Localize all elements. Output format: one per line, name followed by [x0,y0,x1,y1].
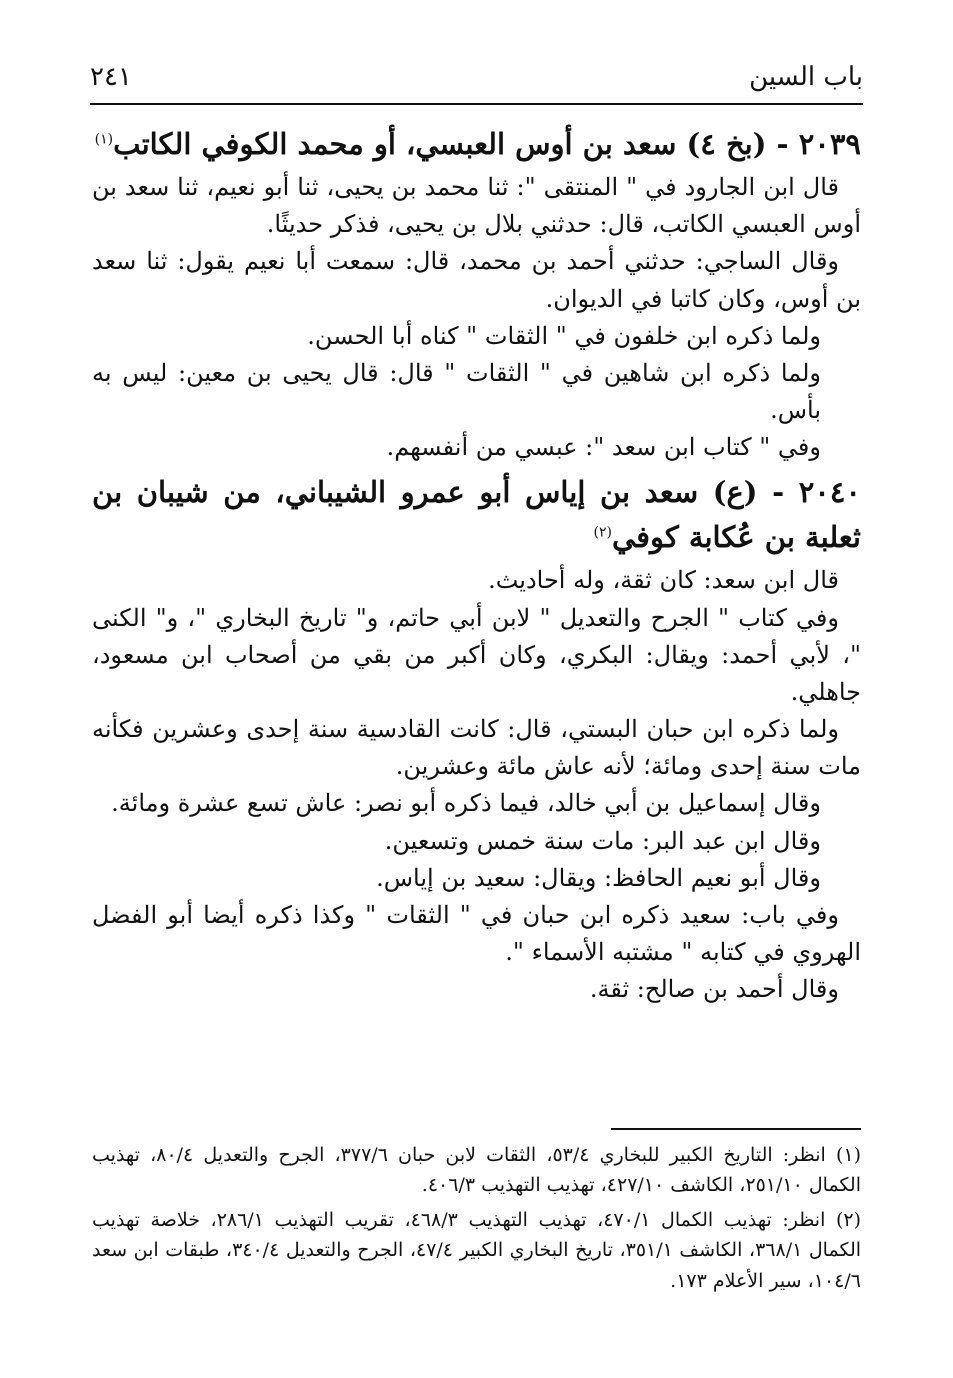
footnotes [92,1140,861,1300]
footnote-ref-2: (٢) [593,524,612,541]
footnote-divider [611,1128,861,1130]
paragraph: وقال إسماعيل بن أبي خالد، فيما ذكره أبو نصر: عاش تسع عشرة ومائة. [111,789,821,818]
paragraph: قال ابن الجارود في " المنتقى ": ثنا محمد بن يحيى، ثنا أبو نعيم، ثنا سعد بن أوس العبسي الكاتب، قال: حدثني بلال بن يحيى، فذكر حديثًا. [92,172,861,239]
paragraph: ولما ذكره ابن حبان البستي، قال: كانت القادسية سنة إحدى وعشرين فكأنه مات سنة إحدى ومائة؛ لأنه عاش مائة وعشرين. [92,715,861,781]
paragraph: وفي كتاب " الجرح والتعديل " لابن أبي حاتم، و" تاريخ البخاري "، و" الكنى "، لأبي أحمد: ويقال: البكري، وكان أكبر من بقي من أصحاب ابن مسعود، جاهلي. [92,603,861,706]
chapter-title: باب السين [749,62,863,92]
footnote-ref-1: (١) [94,131,114,148]
paragraph: وقال الساجي: حدثني أحمد بن محمد، قال: سمعت أبا نعيم يقول: ثنا سعد بن أوس، وكان كاتبا في الديوان. [92,247,861,313]
paragraph: قال ابن سعد: كان ثقة، وله أحاديث. [488,566,839,595]
paragraph: ولما ذكره ابن شاهين في " الثقات " قال: قال يحيى بن معين: ليس به بأس. [92,358,821,425]
header-divider [90,103,863,105]
main-text [92,118,861,1009]
paragraph: وقال أحمد بن صالح: ثقة. [589,975,839,1004]
running-header [90,60,863,100]
paragraph: وقال أبو نعيم الحافظ: ويقال: سعيد بن إياس. [376,863,821,892]
entry-heading-2040: ٢٠٤٠ - (ع) سعد بن إياس أبو عمرو الشيباني، من شيبان بن ثعلبة بن عُكابة كوفي$^{(٢)}$ [92,475,861,555]
paragraph: وفي باب: سعيد ذكره ابن حبان في " الثقات " وكذا ذكره أيضا أبو الفضل الهروي في كتابه " مشتبه الأسماء ". [92,901,861,967]
paragraph: وقال ابن عبد البر: مات سنة خمس وتسعين. [384,826,821,855]
paragraph: وفي " كتاب ابن سعد ": عبسي من أنفسهم. [386,433,821,462]
entry-heading-2039: ٢٠٣٩ - (بخ ٤) سعد بن أوس العبسي، أو محمد الكوفي الكاتب$^{(١)}$ [94,127,861,161]
page-number: ٢٤١ [90,62,132,92]
paragraph: ولما ذكره ابن خلفون في " الثقات " كناه أبا الحسن. [307,321,821,350]
footnote-2: (٢) انظر: تهذيب الكمال ٤٧٠/١، تهذيب التهذيب ٤٦٨/٣، تقريب التهذيب ٢٨٦/١، خلاصة تهذيب الكمال ٣٦٨/١، الكاشف ٣٥١/١، تاريخ البخاري الكبير ٤٧/٤، الجرح والتعديل ٣٤٠/٤، طبقات ابن سعد ١٠٤/٦، سير الأعلام ١٧٣. [92,1208,862,1292]
footnote-1: (١) انظر: التاريخ الكبير للبخاري ٥٣/٤، الثقات لابن حبان ٣٧٧/٦، الجرح والتعديل ٨٠/٤، تهذيب الكمال ٢٥١/١٠، الكاشف ٤٢٧/١٠، تهذيب التهذيب ٤٠٦/٣. [92,1144,861,1197]
